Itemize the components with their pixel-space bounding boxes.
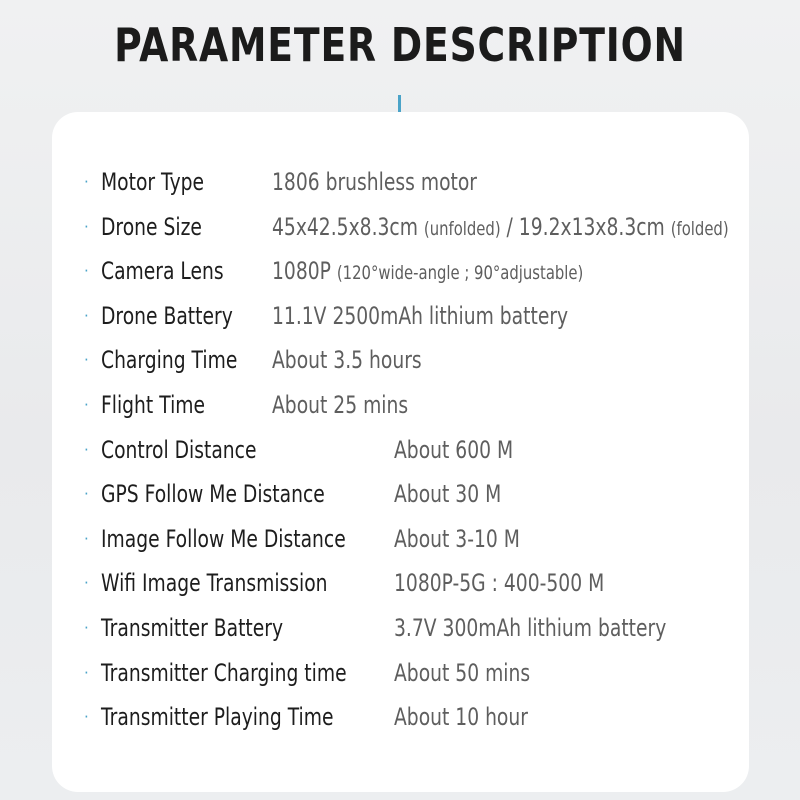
param-row-image-follow-me-distance	[84, 517, 784, 562]
bullet-dot: ·	[84, 262, 89, 281]
bullet-dot: ·	[84, 440, 89, 459]
bullet-dot: ·	[84, 574, 89, 593]
param-label: Charging Time	[101, 346, 238, 375]
param-value: 1080P-5G : 400-500 M	[394, 569, 605, 598]
param-row-gps-follow-me-distance	[84, 472, 784, 517]
param-label: Image Follow Me Distance	[101, 524, 346, 553]
bullet-dot: ·	[84, 351, 89, 370]
param-value: About 30 M	[394, 480, 502, 509]
param-value	[272, 205, 729, 252]
param-row-transmitter-battery	[84, 606, 784, 651]
param-row-flight-time	[84, 383, 784, 428]
param-label: Wifi Image Transmission	[101, 569, 328, 598]
param-value-main: 1080P	[272, 257, 331, 286]
param-value: About 600 M	[394, 435, 514, 464]
param-value: 3.7V 300mAh lithium battery	[394, 613, 667, 642]
param-row-charging-time	[84, 338, 784, 383]
param-row-drone-battery	[84, 294, 784, 339]
bullet-dot: ·	[84, 395, 89, 414]
param-row-transmitter-charging-time	[84, 651, 784, 696]
param-label: Control Distance	[101, 435, 257, 464]
param-value: 11.1V 2500mAh lithium battery	[272, 301, 569, 330]
param-label: Camera Lens	[101, 257, 224, 286]
param-value: About 50 mins	[394, 658, 531, 687]
page-title: PARAMETER DESCRIPTION	[114, 18, 686, 72]
param-label: Drone Size	[101, 212, 202, 241]
param-row-motor-type	[84, 160, 784, 205]
param-value: About 3-10 M	[394, 524, 520, 553]
param-label: Flight Time	[101, 390, 206, 419]
param-value: 1806 brushless motor	[272, 168, 478, 196]
param-value-unfolded: 45x42.5x8.3cm	[272, 212, 418, 241]
param-label: Transmitter Charging time	[101, 658, 347, 687]
bullet-dot: ·	[84, 618, 89, 637]
param-note-folded: (folded)	[670, 217, 729, 240]
param-value	[272, 249, 583, 296]
param-label: GPS Follow Me Distance	[101, 480, 325, 509]
param-note: (120°wide-angle ; 90°adjustable)	[336, 262, 584, 285]
param-label: Transmitter Battery	[101, 613, 284, 642]
bullet-dot: ·	[84, 173, 89, 191]
bullet-dot: ·	[84, 529, 89, 548]
bullet-dot: ·	[84, 663, 89, 682]
bullet-dot: ·	[84, 306, 89, 325]
bullet-dot: ·	[84, 217, 89, 236]
param-value: About 3.5 hours	[272, 346, 422, 375]
parameter-list	[84, 160, 784, 740]
param-label: Motor Type	[101, 168, 205, 196]
bullet-dot: ·	[84, 485, 89, 504]
param-row-transmitter-playing-time	[84, 695, 784, 740]
param-label: Drone Battery	[101, 301, 233, 330]
param-value-folded: / 19.2x13x8.3cm	[500, 212, 665, 241]
param-row-wifi-image-transmission	[84, 561, 784, 606]
param-row-control-distance	[84, 428, 784, 473]
bullet-dot: ·	[84, 708, 89, 727]
param-row-drone-size	[84, 205, 784, 250]
param-note-unfolded: (unfolded)	[423, 217, 501, 240]
param-value: About 25 mins	[272, 390, 409, 419]
param-label: Transmitter Playing Time	[101, 703, 334, 732]
param-row-camera-lens	[84, 249, 784, 294]
param-value: About 10 hour	[394, 703, 528, 732]
